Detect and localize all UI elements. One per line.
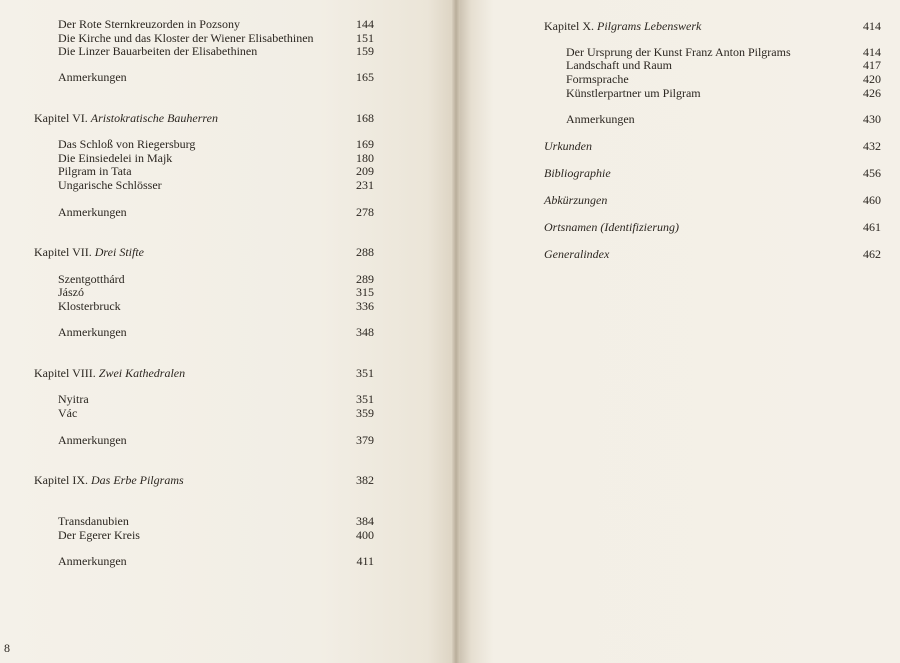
- chapter-number: Kapitel VIII.: [34, 366, 96, 380]
- chapter-number: Kapitel VII.: [34, 245, 92, 259]
- subsection-title: Formsprache: [566, 72, 629, 86]
- subsection-title: Nyitra: [58, 392, 89, 406]
- chapter-number: Kapitel IX.: [34, 473, 88, 487]
- subsection-title: Ungarische Schlösser: [58, 178, 162, 192]
- section-title: Urkunden: [544, 139, 592, 153]
- page-number: 382: [356, 473, 374, 487]
- page-number: 351: [356, 366, 374, 380]
- subsection-title: Anmerkungen: [58, 433, 127, 447]
- page-number: 432: [863, 139, 881, 153]
- subsection-title: Die Kirche und das Kloster der Wiener Elisabethinen: [58, 31, 314, 45]
- subsection-title: Künstlerpartner um Pilgram: [566, 86, 701, 100]
- page-number: 460: [863, 193, 881, 207]
- subsection-title: Landschaft und Raum: [566, 58, 672, 72]
- page-number: 209: [356, 164, 374, 178]
- page-number: 420: [863, 72, 881, 86]
- page-number: 456: [863, 166, 881, 180]
- page-folio: 8: [4, 641, 10, 655]
- section-title: Ortsnamen (Identifizierung): [544, 220, 679, 234]
- page-number: 315: [356, 285, 374, 299]
- page-number: 180: [356, 151, 374, 165]
- book-gutter: [452, 0, 460, 663]
- page-number: 462: [863, 247, 881, 261]
- chapter-heading: [544, 19, 701, 33]
- page-number: 165: [356, 70, 374, 84]
- page-number: 400: [356, 528, 374, 542]
- page-number: 231: [356, 178, 374, 192]
- page-number: 278: [356, 205, 374, 219]
- subsection-title: Anmerkungen: [58, 70, 127, 84]
- chapter-heading: [34, 366, 185, 380]
- page-number: 430: [863, 112, 881, 126]
- subsection-title: Anmerkungen: [58, 205, 127, 219]
- chapter-title: Zwei Kathedralen: [98, 366, 186, 380]
- page-number: 169: [356, 137, 374, 151]
- subsection-title: Die Einsiedelei in Majk: [58, 151, 173, 165]
- subsection-title: Jászó: [58, 285, 84, 299]
- page-number: 351: [356, 392, 374, 406]
- page-number: 289: [356, 272, 374, 286]
- subsection-title: Anmerkungen: [58, 554, 127, 568]
- subsection-title: Der Rote Sternkreuzorden in Pozsony: [58, 17, 240, 31]
- subsection-title: Der Ursprung der Kunst Franz Anton Pilgrams: [566, 45, 791, 59]
- page-number: 414: [863, 19, 881, 33]
- section-title: Generalindex: [544, 247, 610, 261]
- page-number: 414: [863, 45, 881, 59]
- chapter-heading: [34, 111, 218, 125]
- chapter-title: Das Erbe Pilgrams: [90, 473, 184, 487]
- page-number: 168: [356, 111, 374, 125]
- page-number: 417: [863, 58, 881, 72]
- subsection-title: Transdanubien: [58, 514, 129, 528]
- page-number: 144: [356, 17, 374, 31]
- section-title: Bibliographie: [544, 166, 611, 180]
- page-number: 159: [356, 44, 374, 58]
- section-title: Abkürzungen: [544, 193, 608, 207]
- page-number: 426: [863, 86, 881, 100]
- chapter-heading: [34, 473, 184, 487]
- subsection-title: Anmerkungen: [58, 325, 127, 339]
- chapter-title: Aristokratische Bauherren: [90, 111, 218, 125]
- page-number: 288: [356, 245, 374, 259]
- subsection-title: Der Egerer Kreis: [58, 528, 140, 542]
- page-number: 359: [356, 406, 374, 420]
- subsection-title: Das Schloß von Riegersburg: [58, 137, 196, 151]
- chapter-number: Kapitel X.: [544, 19, 594, 33]
- page-number: 384: [356, 514, 374, 528]
- subsection-title: Pilgram in Tata: [58, 164, 132, 178]
- subsection-title: Anmerkungen: [566, 112, 635, 126]
- page-number: 336: [356, 299, 374, 313]
- subsection-title: Die Linzer Bauarbeiten der Elisabethinen: [58, 44, 258, 58]
- page-number: 411: [356, 554, 374, 568]
- subsection-title: Vác: [58, 406, 78, 420]
- chapter-number: Kapitel VI.: [34, 111, 88, 125]
- page-number: 151: [356, 31, 374, 45]
- page-number: 461: [863, 220, 881, 234]
- chapter-title: Drei Stifte: [94, 245, 144, 259]
- chapter-title: Pilgrams Lebenswerk: [597, 19, 702, 33]
- page-number: 348: [356, 325, 374, 339]
- subsection-title: Szentgotthárd: [58, 272, 125, 286]
- chapter-heading: [34, 245, 144, 259]
- page-number: 379: [356, 433, 374, 447]
- subsection-title: Klosterbruck: [58, 299, 121, 313]
